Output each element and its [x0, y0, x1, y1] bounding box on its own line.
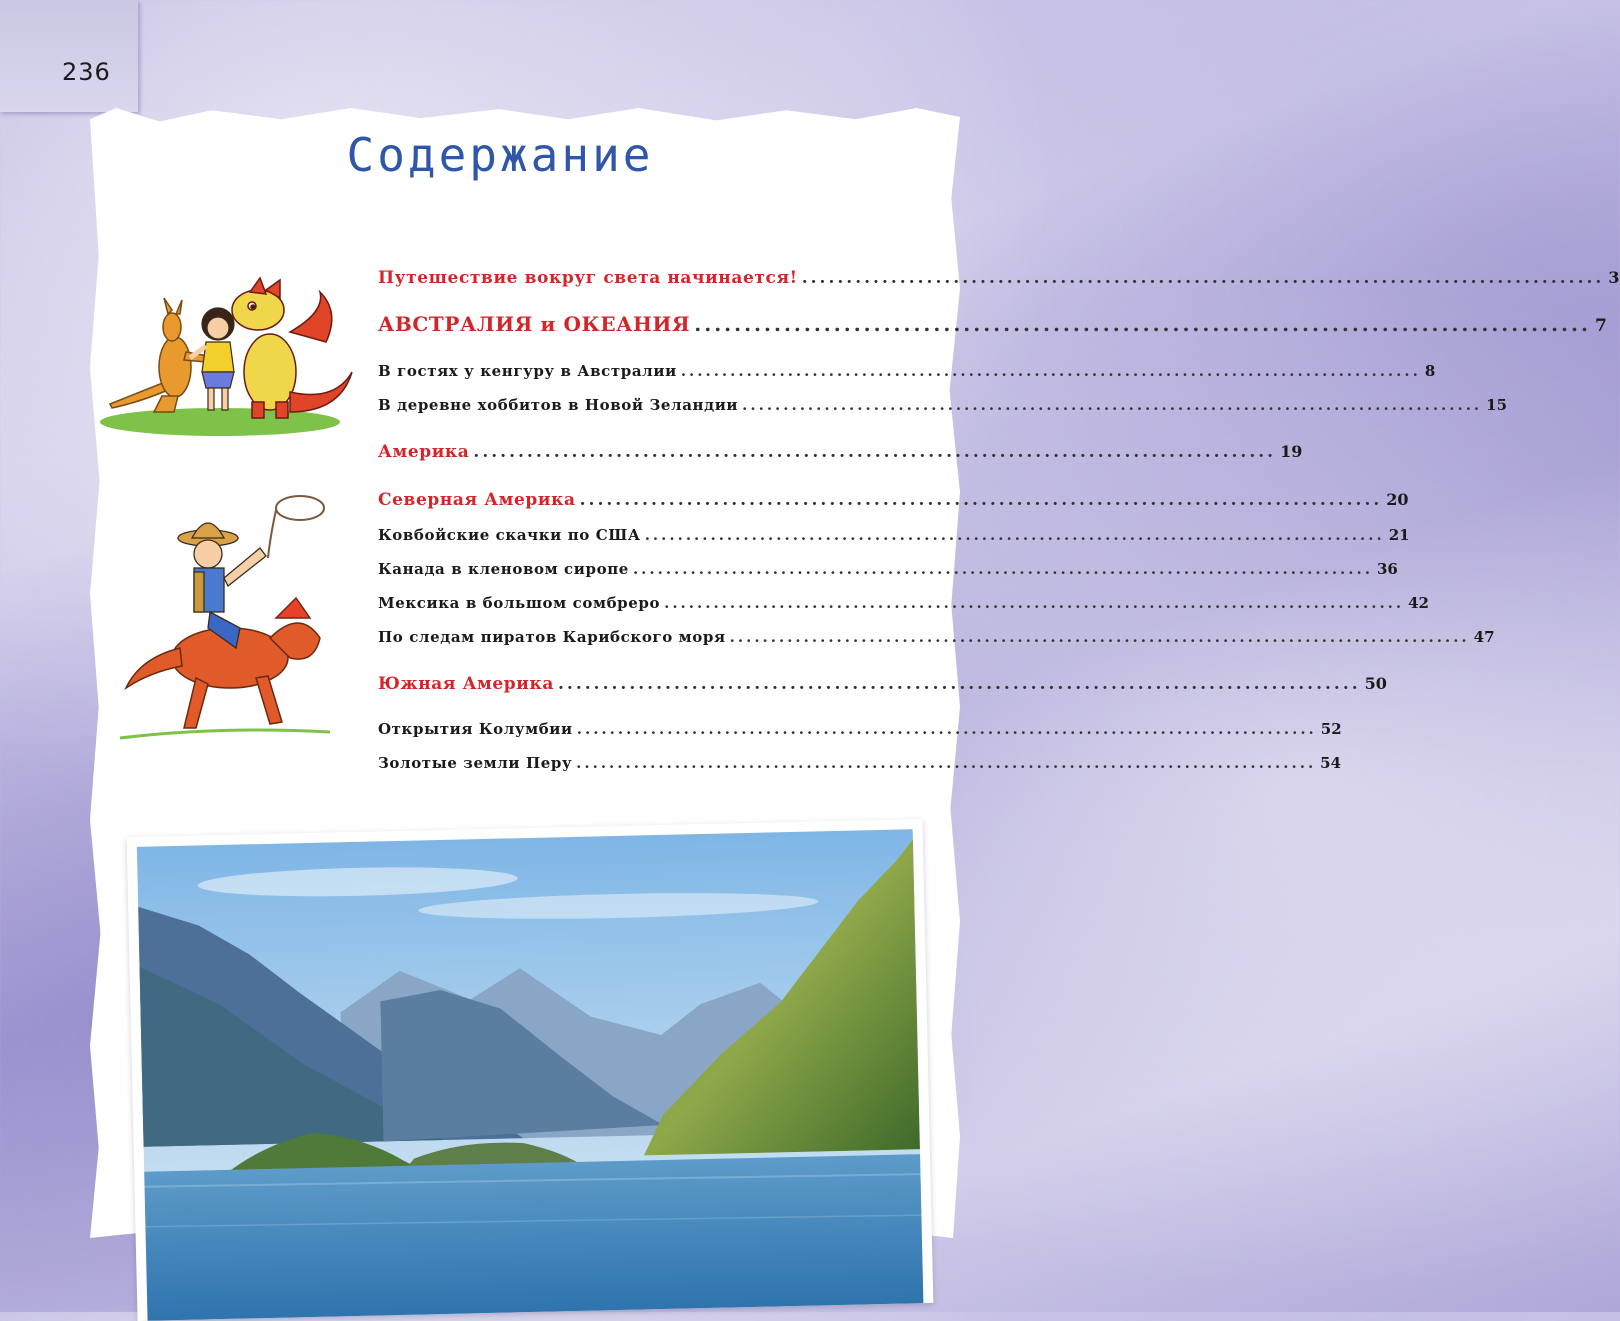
toc-entry[interactable] [378, 754, 1342, 772]
toc-leader-dots: .......................................................................................... [558, 674, 1361, 694]
toc-entry-page: 7 [1594, 316, 1607, 336]
toc-entry-page: 36 [1376, 560, 1398, 578]
toc-entry[interactable] [378, 442, 1303, 462]
toc-leader-dots: .......................................................................................... [694, 312, 1591, 336]
toc-entry-title: По следам пиратов Карибского моря [378, 628, 726, 646]
toc-entry[interactable] [378, 594, 1429, 612]
toc-entry-page: 54 [1320, 754, 1342, 772]
toc-entry[interactable] [378, 490, 1409, 510]
page-title: Содержание [346, 128, 654, 182]
page-number: 236 [62, 58, 111, 86]
fjord-landscape-image [137, 829, 924, 1320]
toc-entry-title: Мексика в большом сомбреро [378, 594, 661, 612]
toc-entry-page: 52 [1320, 720, 1342, 738]
toc-entry-title: Канада в кленовом сиропе [378, 560, 629, 578]
kangaroo-girl-dragon-illustration [90, 272, 358, 440]
toc-entry[interactable] [378, 560, 1398, 578]
toc-entry[interactable] [378, 362, 1436, 380]
toc-leader-dots: .......................................................................................... [644, 526, 1385, 544]
toc-leader-dots: .......................................................................................... [579, 490, 1383, 510]
toc-entry[interactable] [378, 312, 1607, 336]
toc-entry-page: 20 [1386, 490, 1409, 509]
toc-entry-page: 3 [1608, 268, 1620, 287]
toc-leader-dots: .......................................................................................... [664, 594, 1405, 612]
toc-leader-dots: .......................................................................................... [576, 754, 1317, 772]
toc-entry[interactable] [378, 526, 1410, 544]
toc-entry-title: Америка [378, 442, 470, 462]
page-number-tab [0, 0, 138, 112]
toc-entry-title: АВСТРАЛИЯ и ОКЕАНИЯ [378, 312, 691, 336]
toc-leader-dots: .......................................................................................... [576, 720, 1317, 738]
toc-entry-title: Золотые земли Перу [378, 754, 573, 772]
toc-leader-dots: .......................................................................................... [680, 362, 1421, 380]
toc-leader-dots: .......................................................................................... [742, 396, 1483, 414]
toc-entry-title: Открытия Колумбии [378, 720, 573, 738]
toc-entry-page: 21 [1388, 526, 1410, 544]
toc-leader-dots: .......................................................................................... [801, 268, 1605, 288]
toc-entry-page: 50 [1364, 674, 1387, 693]
toc-entry-page: 42 [1408, 594, 1429, 612]
toc-entry-page: 8 [1424, 362, 1436, 380]
toc-entry-title: Северная Америка [378, 490, 576, 510]
toc-entry[interactable] [378, 720, 1342, 738]
toc-entry-title: В деревне хоббитов в Новой Зеландии [378, 396, 739, 414]
toc-entry[interactable] [378, 396, 1508, 414]
toc-entry[interactable] [378, 674, 1387, 694]
toc-entry-title: В гостях у кенгуру в Австралии [378, 362, 677, 380]
toc-leader-dots: .......................................................................................... [632, 560, 1373, 578]
toc-entry-title: Путешествие вокруг света начинается! [378, 268, 798, 288]
cowboy-on-horse-illustration [100, 488, 340, 750]
fjord-landscape-photo [127, 819, 934, 1321]
toc-entry-title: Ковбойские скачки по США [378, 526, 641, 544]
toc-leader-dots: .......................................................................................... [729, 628, 1470, 646]
toc-entry-title: Южная Америка [378, 674, 554, 694]
toc-entry-page: 15 [1486, 396, 1508, 414]
toc-leader-dots: .......................................................................................... [473, 442, 1277, 462]
toc-entry[interactable] [378, 268, 1620, 288]
toc-entry-page: 47 [1473, 628, 1495, 646]
toc-entry-page: 19 [1280, 442, 1303, 461]
toc-entry[interactable] [378, 628, 1495, 646]
